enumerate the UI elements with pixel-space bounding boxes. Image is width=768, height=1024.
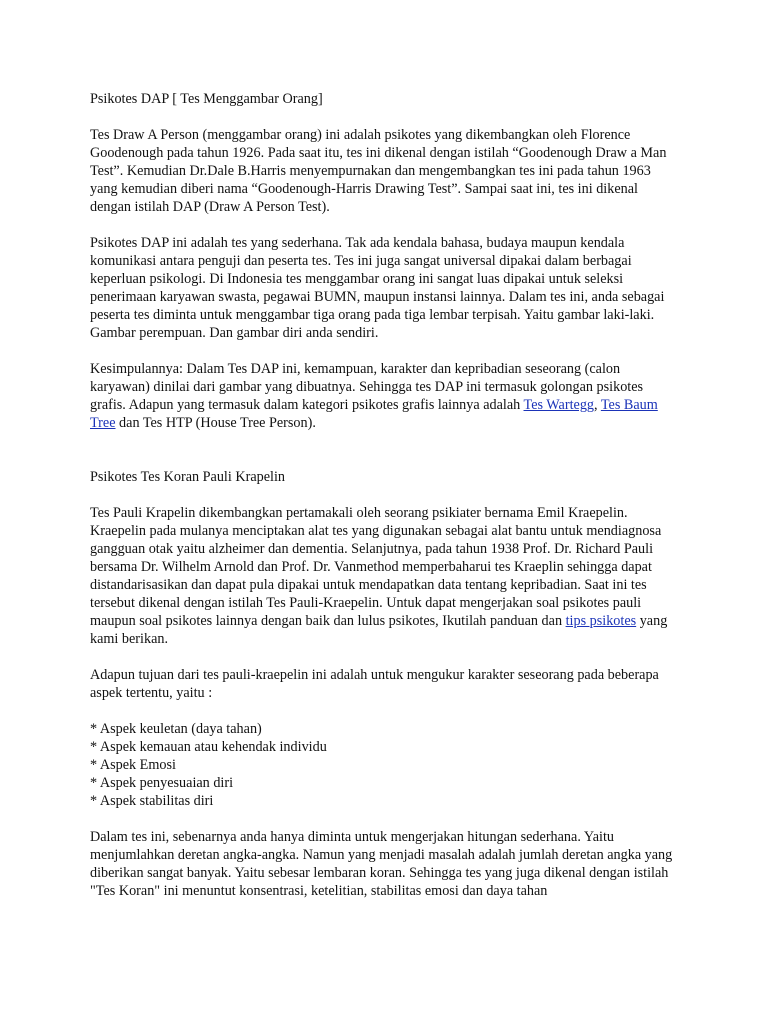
heading-pauli-krapelin: Psikotes Tes Koran Pauli Krapelin: [90, 469, 285, 485]
link-tes-baum-tree[interactable]: Tes Baum Tree: [90, 397, 658, 431]
aspect-list: [90, 720, 678, 810]
conclusion-tail-text: dan Tes HTP (House Tree Person).: [115, 415, 316, 431]
list-item: * Aspek keuletan (daya tahan): [90, 721, 262, 737]
paragraph-dap-conclusion: [90, 360, 678, 432]
pauli-intro-lead: Tes Pauli Krapelin dikembangkan pertamakali oleh seorang psikiater bernama Emil Kraepelin. Kraepelin pada mulanya menciptakan alat tes yang digunakan sebagai alat bantu untuk mendiagnosa gangguan otak yaitu alzheimer dan dementia. Selanjutnya, pada tahun 1938 Prof. Dr. Richard Pauli bersama Dr. Wilhelm Arnold dan Prof. Dr. Vanmethod memperbaharui tes Kraeplin sehingga dapat distandarisasikan dan dapat pula dipakai untuk mendapatkan data tentang kepribadian. Saat ini tes tersebut dikenal dengan istilah Tes Pauli-Kraepelin. Untuk dapat mengerjakan soal psikotes pauli maupun soal psikotes lainnya dengan baik dan lulus psikotes, Ikutilah panduan dan: [90, 505, 662, 629]
paragraph-dap-intro: Tes Draw A Person (menggambar orang) ini adalah psikotes yang dikembangkan oleh Florence Goodenough pada tahun 1926. Pada saat itu, tes ini dikenal dengan istilah “Goodenough Draw a Man Test”. Kemudian Dr.Dale B.Harris menyempurnakan dan mengembangkan tes ini pada tahun 1963 yang kemudian diberi nama “Goodenough-Harris Drawing Test”. Sampai saat ini, tes ini dikenal dengan istilah DAP (Draw A Person Test).: [90, 127, 667, 215]
list-item: * Aspek penyesuaian diri: [90, 775, 234, 791]
link-tips-psikotes[interactable]: tips psikotes: [565, 613, 637, 629]
paragraph-pauli-task: Dalam tes ini, sebenarnya anda hanya diminta untuk mengerjakan hitungan sederhana. Yaitu menjumlahkan deretan angka-angka. Namun yang menjadi masalah adalah jumlah deretan angka yang diberikan sangat banyak. Yaitu sebesar lembaran koran. Sehingga tes yang juga dikenal dengan istilah "Tes Koran" ini menuntut konsentrasi, ketelitian, stabilitas emosi dan daya tahan: [90, 829, 673, 899]
paragraph-dap-description: Psikotes DAP ini adalah tes yang sederhana. Tak ada kendala bahasa, budaya maupun kendala komunikasi antara penguji dan peserta tes. Tes ini juga sangat universal dipakai dalam berbagai keperluan psikologi. Di Indonesia tes menggambar orang ini sangat luas dipakai untuk seleksi penerimaan karyawan swasta, pegawai BUMN, maupun instansi lainnya. Dalam tes ini, anda sebagai peserta tes diminta untuk menggambar tiga orang pada tiga lembar terpisah. Yaitu gambar laki-laki. Gambar perempuan. Dan gambar diri anda sendiri.: [90, 235, 665, 341]
list-item: * Aspek Emosi: [90, 757, 176, 773]
heading-psikotes-dap: Psikotes DAP [ Tes Menggambar Orang]: [90, 91, 323, 107]
paragraph-pauli-intro: [90, 504, 678, 648]
list-item: * Aspek stabilitas diri: [90, 793, 214, 809]
pauli-intro-tail: yang kami berikan.: [90, 613, 668, 647]
paragraph-pauli-purpose: Adapun tujuan dari tes pauli-kraepelin ini adalah untuk mengukur karakter seseorang pada beberapa aspek tertentu, yaitu :: [90, 667, 659, 701]
link-tes-wartegg[interactable]: Tes Wartegg: [523, 397, 595, 413]
conclusion-lead-text: Kesimpulannya: Dalam Tes DAP ini, kemampuan, karakter dan kepribadian seseorang (calon karyawan) dinilai dari gambar yang dibuatnya. Sehingga tes DAP ini termasuk golongan psikotes grafis. Adapun yang termasuk dalam kategori psikotes grafis lainnya adalah: [90, 361, 644, 413]
link-separator: ,: [594, 397, 601, 413]
list-item: * Aspek kemauan atau kehendak individu: [90, 739, 327, 755]
